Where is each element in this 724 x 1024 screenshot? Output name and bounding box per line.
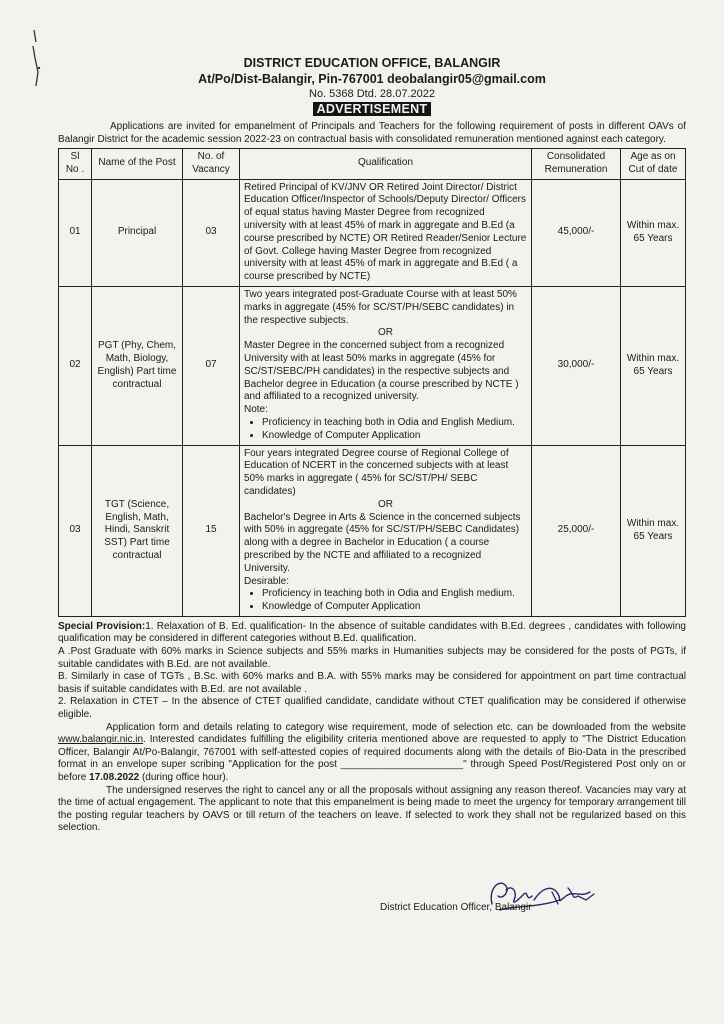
advertisement-page [58,50,686,835]
website-link[interactable]: www.balangir.nic.in [58,734,144,746]
document-title: ADVERTISEMENT [313,102,432,116]
list-item: • Proficiency in teaching both in Odia and English medium. [262,588,527,601]
table-header-row [59,149,686,180]
header-age: Age as on Cut of date [621,149,686,180]
or-separator: OR [378,327,393,339]
reference-number: No. 5368 Dtd. 28.07.2022 [309,88,435,100]
cell-qualification [240,179,532,286]
header-post-name: Name of the Post [92,149,183,180]
cell-remuneration: 25,000/- [532,445,621,616]
cell-age: Within max. 65 Years [621,445,686,616]
requirement-list [244,588,527,614]
vacancy-table [58,148,686,617]
signatory-designation: District Education Officer, Balangir [380,902,532,913]
application-text: Application form and details relating to category wise requirement, mode of selection etc. can be downloaded from the website [106,721,686,733]
special-provision [58,621,686,646]
letterhead [58,56,686,118]
cell-post-name: PGT (Phy, Chem, Math, Biology, English) Part time contractual [92,286,183,445]
provision-b: B. Similarly in case of TGTs , B.Sc. with 60% marks and B.A. with 55% marks may be considered for appointment on part time contractual basis if suitable candidates with B.Ed. are not available . [58,671,686,695]
application-text: . Interested candidates fulfilling the eligibility criteria mentioned above are requested to apply to "The District Education Officer, Balangir At/Po-Balangir, 767001 with self-attested copies of required documents along with the details of Bio-Data in the prescribed format in an envelope super scribing "Application for the post ______________________" through Speed Post/Registered Post only on or before [58,734,686,784]
cell-vacancy: 03 [183,179,240,286]
header-qualification: Qualification [240,149,532,180]
cell-qualification [240,445,532,616]
desirable-label: Desirable: [244,575,290,587]
office-name: DISTRICT EDUCATION OFFICE, BALANGIR [243,56,501,70]
cell-remuneration: 30,000/- [532,286,621,445]
qualification-text: Master Degree in the concerned subject from a recognized University with at least 50% marks in aggregate (45% for SC/ST/SEBC/PH candidates) in the respective subjects and Bachelor degree in Education (a course prescribed by NCTE ) and affiliated to a recognized university. [244,340,519,403]
signature-block [380,870,620,930]
list-item: • Knowledge of Computer Application [262,430,527,443]
header-sl-no: Sl No . [59,149,92,180]
provision-a: A .Post Graduate with 60% marks in Science subjects and 55% marks in Humanities subjects may be considered for the posts of PGTs, if suitable candidates with B.Ed. are not available. [58,646,686,670]
cell-post-name: TGT (Science, English, Math, Hindi, Sanskrit SST) Part time contractual [92,445,183,616]
table-row [59,445,686,616]
qualification-text: Retired Principal of KV/JNV OR Retired Joint Director/ District Education Officer/Inspector of Schools/Deputy Director/ Officers of equal status having Master Degree from recognized university with at least 45% of mark in aggregate and B.Ed (a course prescribed by NCTE) OR Retired Reader/Senior Lecture of Govt. College having Master Degree from recognized university with at least 45% of mark in aggregate and B.Ed ( a course prescribed by NCTE) [244,181,527,283]
note-label: Note: [244,404,268,416]
qualification-text: Bachelor's Degree in Arts & Science in the concerned subjects with 50% in aggregate (45% for SC/ST/PH/SEBC Candidates) along with a degree in Bachelor in Education ( a course prescribed by the NCTE and affiliated to a recognized University. [244,511,521,574]
table-row [59,286,686,445]
header-remuneration: Consolidated Remuneration [532,149,621,180]
cell-post-name: Principal [92,179,183,286]
intro-paragraph: Applications are invited for empanelment of Principals and Teachers for the following requirement of posts in different OAVs of Balangir District for the academic session 2022-23 on contractual basis with consolidated remuneration mentioned against each category. [58,121,686,145]
closing-paragraph: The undersigned reserves the right to cancel any or all the proposals without assigning any reason thereof. Vacancies may vary at the time of actual engagement. The applicant to note that this empanelment is being made to meet the urgency for temporary arrangement till the posting regular teachers by OAVS or till return of the teachers on leave. If selected to work they shall not be regularized based on this selection. [58,784,686,834]
header-vacancy: No. of Vacancy [183,149,240,180]
list-item: • Knowledge of Computer Application [262,601,527,614]
cell-sl-no: 02 [59,286,92,445]
requirement-list [244,417,527,443]
or-separator: OR [378,498,393,510]
application-text: (during office hour). [139,772,229,784]
scan-artifact-mark [30,28,44,88]
cell-vacancy: 15 [183,445,240,616]
provisions-section [58,621,686,835]
cell-remuneration: 45,000/- [532,179,621,286]
list-item: • Proficiency in teaching both in Odia and English Medium. [262,417,527,430]
cell-sl-no: 03 [59,445,92,616]
table-row [59,179,686,286]
cell-sl-no: 01 [59,179,92,286]
special-provision-label: Special Provision: [58,620,146,632]
application-paragraph [58,722,686,785]
qualification-text: Two years integrated post-Graduate Course with at least 50% marks in aggregate (45% for SC/ST/PH/SEBC candidates) in the respective subjects. [244,288,517,326]
qualification-text: Four years integrated Degree course of Regional College of Education of NCERT in the concerned subjects with at least 50% marks in aggregate ( 45% for SC/ST/PH/ SEBC candidates) [244,447,509,497]
cell-age: Within max. 65 Years [621,286,686,445]
provision-ctet: 2. Relaxation in CTET – In the absence of CTET qualified candidate, candidate without CTET qualification may be considered if otherwise eligible. [58,696,686,721]
special-provision-text: 1. Relaxation of B. Ed. qualification- In the absence of suitable candidates with B.Ed. degrees , candidates with following qualification may be considered in different categories without B.Ed. qualification. [58,620,686,645]
cell-vacancy: 07 [183,286,240,445]
deadline-date: 17.08.2022 [89,772,140,784]
cell-age: Within max. 65 Years [621,179,686,286]
cell-qualification [240,286,532,445]
office-address: At/Po/Dist-Balangir, Pin-767001 deobalangir05@gmail.com [198,72,546,86]
